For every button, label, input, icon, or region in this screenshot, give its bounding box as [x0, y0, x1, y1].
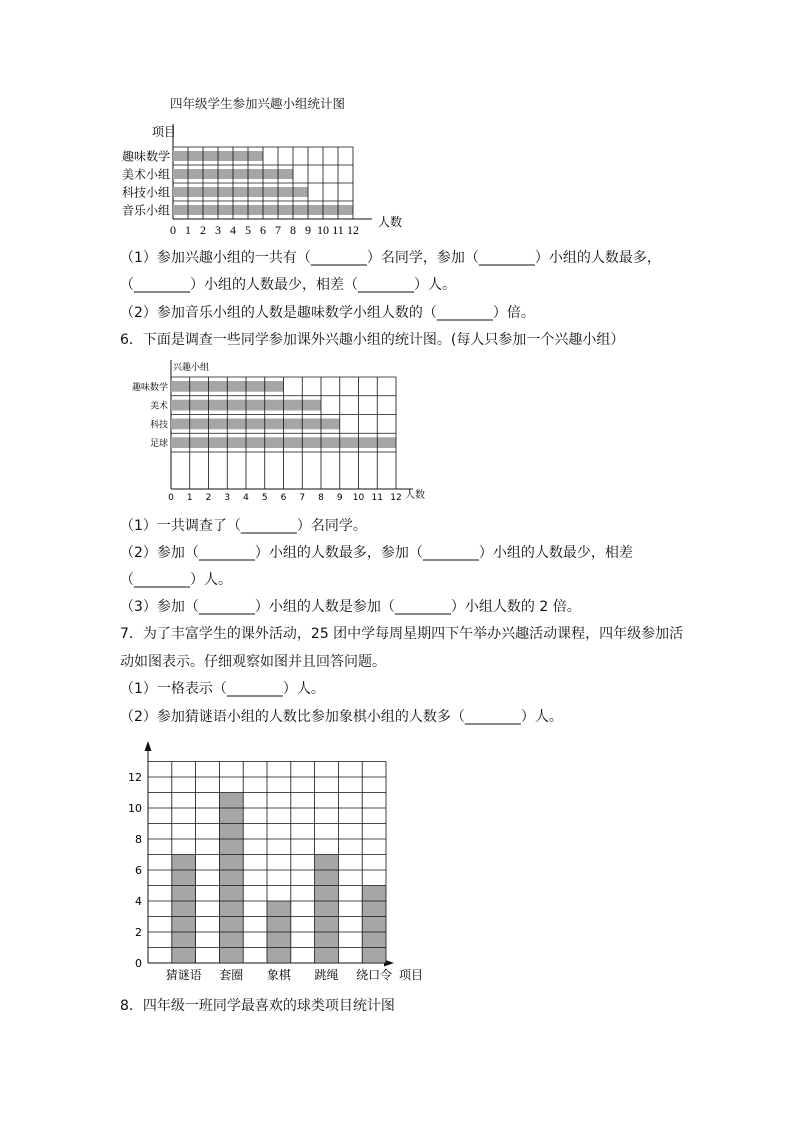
y-tick-label: 0	[135, 957, 142, 970]
category-label: 足球	[149, 439, 168, 450]
x-tick-label: 10	[352, 493, 365, 503]
x-tick-label: 1	[186, 493, 193, 503]
q8-intro: 8．四年级一班同学最喜欢的球类项目统计图	[120, 998, 395, 1014]
category-label: 音乐小组	[121, 203, 170, 218]
x-tick-label: 9	[336, 493, 343, 503]
category-label: 趣味数学	[121, 149, 170, 164]
x-tick-label: 8	[290, 223, 296, 237]
y-axis-title: 兴趣小组	[173, 363, 210, 373]
x-tick-label: 2	[205, 493, 212, 503]
x-tick-label: 12	[347, 223, 359, 237]
x-tick-label: 1	[185, 223, 191, 237]
x-axis-title: 人数	[405, 490, 425, 501]
category-label: 科技小组	[121, 185, 170, 200]
category-label: 套圈	[219, 968, 244, 982]
q6-intro: 6．下面是调查一些同学参加课外兴趣小组的统计图。(每人只参加一个兴趣小组）	[120, 332, 625, 348]
q6-line-4: （3）参加（________）小组的人数是参加（________）小组人数的 2 倍。	[120, 599, 581, 615]
y-axis-arrow	[145, 741, 152, 751]
x-tick-label: 2	[200, 223, 206, 237]
y-tick-label: 6	[135, 864, 142, 877]
x-tick-label: 6	[260, 223, 266, 237]
x-tick-label: 9	[305, 223, 311, 237]
y-tick-label: 12	[128, 771, 142, 784]
bar-猜谜语	[172, 855, 196, 964]
bar-绕口令	[362, 886, 386, 964]
y-axis-title: 项目	[152, 125, 177, 139]
chart1-hbar-chart	[110, 120, 410, 240]
x-tick-label: 10	[317, 223, 329, 237]
x-axis-title: 人数	[378, 215, 403, 229]
y-tick-label: 8	[135, 833, 142, 846]
x-tick-label: 0	[168, 493, 174, 503]
x-tick-label: 12	[390, 493, 402, 503]
category-label: 绕口令	[356, 968, 393, 982]
x-tick-label: 3	[215, 223, 221, 237]
x-tick-label: 7	[275, 223, 281, 237]
q6-line-2: （2）参加（________）小组的人数最多，参加（________）小组的人数最少，相差	[120, 545, 633, 561]
q7-line-2: （2）参加猜谜语小组的人数比参加象棋小组的人数多（________）人。	[120, 709, 563, 725]
x-tick-label: 11	[371, 493, 383, 503]
category-label: 科技	[149, 420, 168, 431]
x-tick-label: 4	[243, 493, 249, 503]
y-tick-label: 10	[128, 802, 142, 815]
y-tick-label: 4	[135, 895, 142, 908]
category-label: 猜谜语	[165, 968, 202, 982]
x-tick-label: 6	[280, 493, 287, 503]
q7-intro-1: 7．为了丰富学生的课外活动，25 团中学每周星期四下午举办兴趣活动课程，四年级参加活	[120, 626, 684, 642]
x-tick-label: 5	[245, 223, 251, 237]
category-label: 美术	[149, 401, 168, 412]
x-tick-label: 3	[224, 493, 231, 503]
q7-line-1: （1）一格表示（________）人。	[120, 681, 325, 697]
x-tick-label: 4	[230, 223, 236, 237]
x-axis-title: 项目	[399, 968, 424, 982]
category-label: 象棋	[266, 968, 291, 982]
x-tick-label: 11	[332, 223, 344, 237]
x-tick-label: 5	[261, 493, 268, 503]
bar-科技	[171, 419, 340, 430]
q5-line-3: （2）参加音乐小组的人数是趣味数学小组人数的（________）倍。	[120, 305, 535, 321]
category-label: 美术小组	[121, 167, 170, 182]
category-label: 跳绳	[314, 968, 339, 982]
chart3-vbar-chart	[120, 735, 440, 985]
q5-line-2: （________）小组的人数最少，相差（________）人。	[120, 277, 456, 293]
y-tick-label: 2	[135, 926, 142, 939]
bar-套圈	[219, 793, 243, 964]
q7-intro-2: 动如图表示。仔细观察如图并且回答问题。	[120, 654, 386, 670]
chart1-title: 四年级学生参加兴趣小组统计图	[170, 96, 346, 111]
chart2-hbar-chart	[115, 356, 445, 506]
q6-line-3: （________）人。	[120, 572, 232, 588]
x-tick-label: 8	[318, 493, 324, 503]
bar-跳绳	[315, 855, 339, 964]
category-label: 趣味数学	[131, 382, 168, 393]
bar-科技小组	[173, 187, 308, 197]
x-tick-label: 0	[170, 223, 176, 237]
q5-line-1: （1）参加兴趣小组的一共有（________）名同学，参加（________）小组的人数最多，	[120, 250, 661, 266]
x-tick-label: 7	[299, 493, 306, 503]
q6-line-1: （1）一共调查了（________）名同学。	[120, 518, 367, 534]
